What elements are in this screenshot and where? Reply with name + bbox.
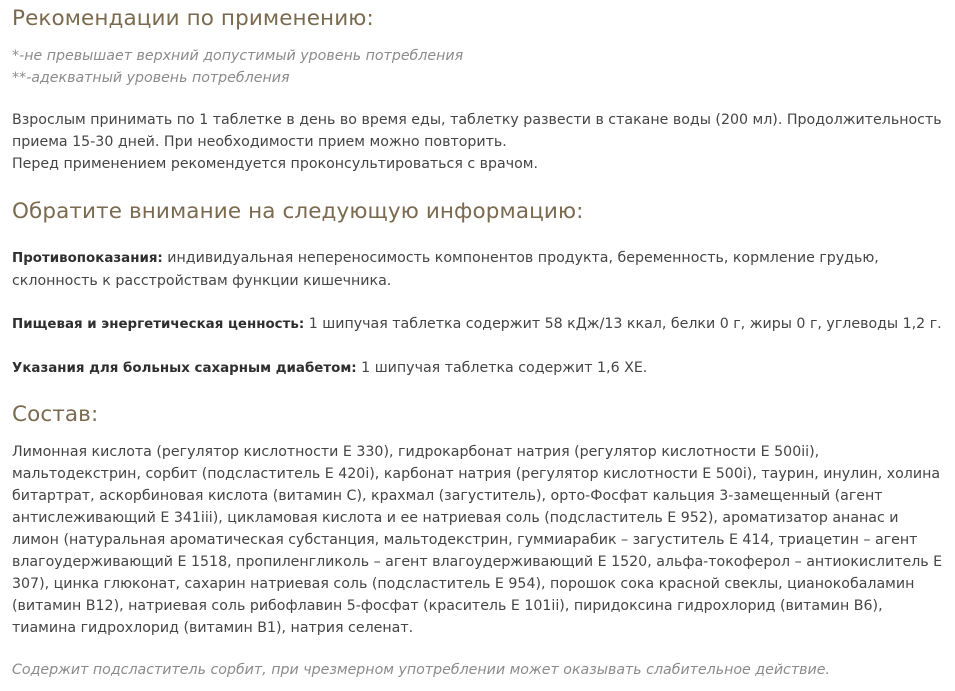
- contraindications-text: индивидуальная непереносимость компонентов продукта, беременность, кормление грудью, склонность к расстройствам функции кишечника.: [12, 250, 879, 289]
- dosage-instructions: [12, 109, 948, 175]
- diabetes-label: Указания для больных сахарным диабетом:: [12, 361, 357, 376]
- sorbitol-warning: Содержит подсластитель сорбит, при чрезмерном употреблении может оказывать слабительное действие.: [12, 662, 830, 678]
- usage-heading: Рекомендации по применению:: [12, 6, 374, 31]
- ingredients-text: Лимонная кислота (регулятор кислотности Е 330), гидрокарбонат натрия (регулятор кислотности Е 500ii), мальтодекстрин, сорбит (подсластитель Е 420i), карбонат натрия (регулятор кислотности Е 500i), таурин, инулин, холина битартрат, аскорбиновая кислота (витамин С), крахмал (загуститель), орто-Фосфат кальция 3-замещенный (агент антислеживающий Е 341iii), цикламовая кислота и ее натриевая соль (подсластитель Е 952), ароматизатор ананас и лимон (натуральная ароматическая субстанция, мальтодекстрин, гуммиарабик – загуститель Е 414, триацетин – агент влагоудерживающий Е 1518, пропиленгликоль – агент влагоудерживающий Е 1520, альфа-токоферол – антиокислитель Е 307), цинка глюконат, сахарин натриевая соль (подсластитель Е 954), порошок сока красной свеклы, цианокобаламин (витамин В12), натриевая соль рибофлавин 5-фосфат (краситель Е 101ii), пиридоксина гидрохлорид (витамин В6), тиамина гидрохлорид (витамин В1), натрия селенат.: [12, 444, 943, 636]
- footnote-upper-limit: *-не превышает верхний допустимый уровень потребления: [12, 48, 464, 64]
- contraindications-label: Противопоказания:: [12, 251, 163, 266]
- diabetes-text: 1 шипучая таблетка содержит 1,6 ХЕ.: [356, 360, 648, 376]
- attention-heading: Обратите внимание на следующую информацию:: [12, 199, 584, 224]
- contraindications-paragraph: [12, 247, 932, 292]
- consult-doctor-text: Перед применением рекомендуется проконсультироваться с врачом.: [12, 156, 539, 172]
- dosage-text: Взрослым принимать по 1 таблетке в день во время еды, таблетку развести в стакане воды (200 мл). Продолжительность приема 15-30 дней. При необходимости прием можно повторить.: [12, 112, 942, 150]
- composition-heading: Состав:: [12, 402, 99, 427]
- nutrition-text: 1 шипучая таблетка содержит 58 кДж/13 ккал, белки 0 г, жиры 0 г, углеводы 1,2 г.: [304, 316, 942, 332]
- footnote-adequate-level: **-адекватный уровень потребления: [12, 70, 290, 86]
- diabetes-paragraph: [12, 357, 948, 380]
- footnotes: [12, 45, 463, 89]
- nutrition-paragraph: [12, 313, 948, 336]
- nutrition-label: Пищевая и энергетическая ценность:: [12, 317, 305, 332]
